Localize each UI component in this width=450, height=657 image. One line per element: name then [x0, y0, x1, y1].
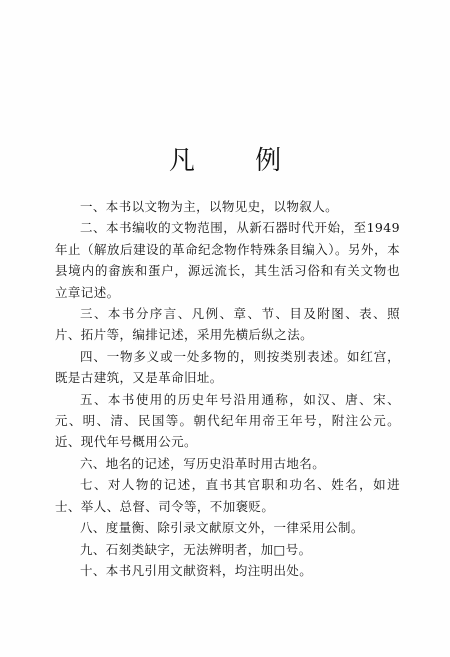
paragraph-2: 二、本书编收的文物范围，从新石器时代开始，至1949年止（解放后建设的革命纪念物作特殊条目编入）。另外，本县境内的畲族和蛋户，源远流长，其生活习俗和有关文物也立章记述。: [55, 220, 400, 300]
paragraph-1: 一、本书以文物为主，以物见史，以物叙人。: [80, 199, 339, 214]
paragraph-9: 九、石刻类缺字，无法辨明者，加□号。: [80, 541, 312, 557]
paragraph-10: 十、本书凡引用文献资料，均注明出处。: [80, 562, 313, 578]
document-body: [55, 196, 400, 581]
paragraph-7: 七、对人物的记述，直书其官职和功名、姓名，如进士、举人、总督、司令等，不加褒贬。: [55, 477, 400, 514]
paragraph-3: 三、本书分序言、凡例、章、节、目及附图、表、照片、拓片等，编排记述，采用先横后纵之法。: [55, 306, 400, 343]
paragraph-5: 五、本书使用的历史年号沿用通称，如汉、唐、宋、元、明、清、民国等。朝代纪年用帝王年号，附注公元。近、现代年号概用公元。: [55, 391, 400, 450]
paragraph-6: 六、地名的记述，写历史沿革时用古地名。: [80, 455, 326, 471]
paragraph-4: 四、一物多义或一处多物的，则按类别表述。如红宫，既是古建筑，又是革命旧址。: [55, 348, 400, 386]
page-title: 凡 例: [168, 146, 308, 176]
paragraph-8: 八、度量衡、除引录文献原文外，一律采用公制。: [80, 520, 364, 536]
